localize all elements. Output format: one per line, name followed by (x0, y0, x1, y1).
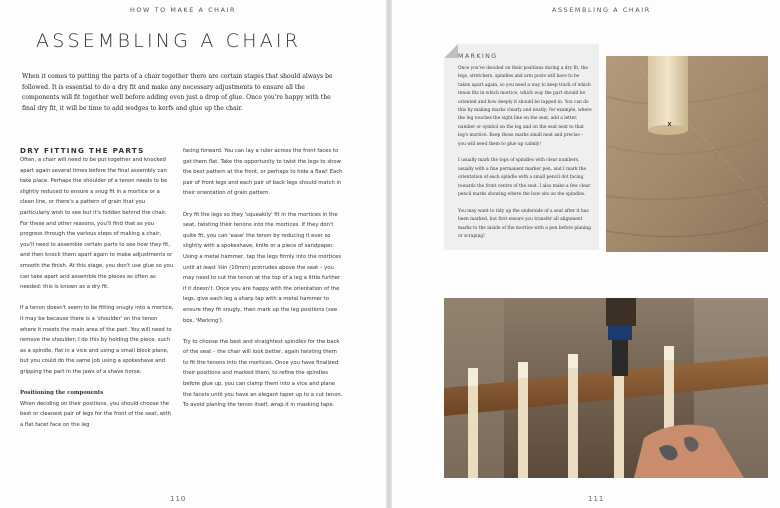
body-paragraph: Dry fit the legs so they 'squeakily' fit in the mortices in the seat, twisting their tenons into the mortices. If they don't quite fit, you can 'ease' the tenon by reducing it ever so slightly with a spokeshave, knife or a piece of sandpaper. Using a metal hammer, tap the legs firmly into the mortices until at least ⅜in (10mm) protrudes above the seat – you may need to cut the tenon at the top of a leg a little further if it doesn't. Once you are happy with the orientation of the legs, give each leg a sharp tap with a metal hammer to ensure they fit snugly, then mark up the leg positions (see box, 'Marking'). (183, 211, 342, 324)
page-number: 110 (170, 495, 187, 503)
body-paragraph: When deciding on their positions, you should choose the best or cleanest pair of legs for the front of the seat, with a flat facet face on the leg (20, 400, 171, 428)
running-head: HOW TO MAKE A CHAIR (130, 6, 237, 14)
running-head: ASSEMBLING A CHAIR (552, 6, 651, 14)
intro-paragraph: When it comes to putting the parts of a chair together there are certain stages that should always be followed. It is essential to do a dry fit and make any necessary adjustments to ensure all the components will fit together well before adding even just a drop of glue. Once you're happy with the final dry fit, it will be time to add wedges to kerfs and glue up the chair. (22, 73, 333, 113)
sidebar-paragraph: I usually mark the tops of spindles with clear numbers, usually with a fine permanent marker pen, and I mark the orientation of each spindle with a small pencil dot facing towards the front centre of the seat. I also make a few clear pencil marks showing where the bow sits on the spindles. (458, 158, 591, 198)
photo-marked-leg (606, 56, 768, 252)
sidebar-heading: MARKING (458, 53, 498, 60)
text-column-right (183, 146, 343, 421)
right-page (392, 0, 780, 508)
left-page (0, 0, 386, 508)
photo-tapping-spindles (444, 298, 768, 478)
page-number: 111 (588, 495, 605, 503)
photo-tapping-spindles-image (444, 298, 768, 478)
page-title: ASSEMBLING A CHAIR (36, 30, 302, 52)
body-paragraph: Often, a chair will need to be put together and knocked apart again several times before the final assembly can take place. Perhaps the shoulder of a tenon needs to be slightly reduced to ensure a snug fit in a mortice or a clean line, or there's a pattern of grain that you particularly wish to see but it's hidden behind the chair. For these and other reasons, you'll find that as you progress through the various steps of making a chair, you'll need to assemble certain parts to see how they fit, and then knock them apart again to make adjustments or smooth the finish. At this stage, you don't use glue so you can take apart and assemble the pieces as often as needed: this is known as a dry fit. (20, 157, 174, 291)
body-paragraph: If a tenon doesn't seem to be fitting snugly into a mortice, it may be because there is a 'shoulder' on the tenon where it meets the main area of the part. You will need to remove the shoulder; I do this by holding the piece, such as a spindle, flat in a vice and using a small block plane, but you could do the same job using a spokeshave and gripping the part in the jaws of a shave horse. (20, 305, 174, 375)
photo-marked-leg-image (606, 56, 768, 252)
body-paragraph: facing forward. You can lay a ruler across the front faces to get them flat. Take the opportunity to twist the legs to show the best pattern at the front, or perhaps to hide a flaw! Each pair of front legs and each pair of back legs should match in their orientation of grain pattern. (183, 148, 343, 197)
sidebar-paragraph: You may want to tidy up the underside of a seat after it has been marked, but first ensure you transfer all alignment marks to the inside of the mortice with a pen before planing or scraping! (458, 208, 591, 240)
subheading: Positioning the components (20, 390, 104, 397)
sidebar-paragraph: Once you've decided on their positions during a dry fit, the legs, stretchers, spindles and arm posts will have to be taken apart again, so you need a way to keep track of which tenon fits in which mortice, which way the part should be oriented and how deeply it should be tapped in. You can do this by making marks clearly and neatly; for example, where the leg touches the sight line on the seat, add a letter, number or symbol on the leg and on the seat next to that leg's mortice. Keep these marks small neat and precise – you will need them to glue up calmly! (458, 66, 592, 147)
section-heading: DRY FITTING THE PARTS (20, 146, 145, 155)
text-column-left (20, 146, 175, 441)
body-paragraph: Try to choose the best and straightest spindles for the back of the seat – the chair will look better, again twisting them to fit the tenons into the mortices. Once you have finalized their positions and marked them, to refine the spindles before glue up, you can clamp them into a vice and plane the facets until you have an elegant taper up to a cut tenon. To avoid planing the tenon itself, wrap it in masking tape. (183, 338, 343, 409)
sidebar-text (458, 65, 592, 250)
